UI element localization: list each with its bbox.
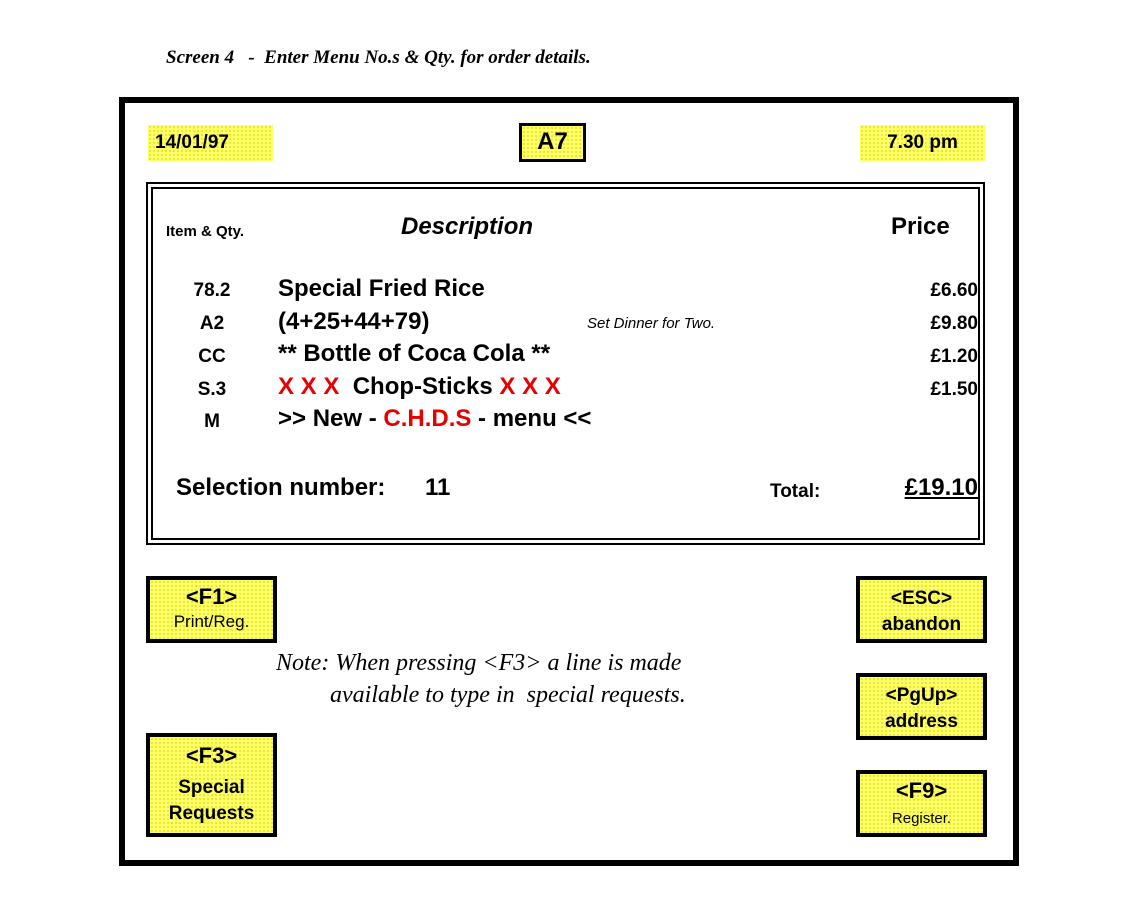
note-line: Note: When pressing <F3> a line is made bbox=[276, 650, 682, 676]
esc-abandon-button[interactable] bbox=[856, 576, 987, 643]
column-header-price: Price bbox=[891, 213, 950, 240]
key-label: <F3> bbox=[185, 743, 238, 768]
f3-help-note bbox=[276, 647, 686, 711]
button-label: Print/Reg. bbox=[173, 612, 250, 631]
order-row-note: Set Dinner for Two. bbox=[587, 315, 716, 332]
order-row-price: £1.20 bbox=[930, 346, 978, 367]
button-label: Special bbox=[178, 777, 245, 798]
button-label: address bbox=[885, 711, 958, 732]
order-row-code: S.3 bbox=[197, 379, 227, 400]
column-header-item-qty: Item & Qty. bbox=[166, 223, 245, 240]
f9-register-button[interactable] bbox=[856, 770, 987, 837]
order-row-code: M bbox=[204, 411, 220, 432]
button-label: abandon bbox=[881, 614, 962, 635]
time-display: 7.30 pm bbox=[860, 125, 985, 161]
button-label: Register. bbox=[891, 810, 952, 827]
pgup-address-button[interactable] bbox=[856, 673, 987, 740]
order-row-description: ** Bottle of Coca Cola ** bbox=[278, 340, 551, 367]
key-label: <F1> bbox=[185, 584, 238, 609]
total-label: Total: bbox=[770, 481, 821, 502]
order-row-price: £6.60 bbox=[930, 280, 978, 301]
order-row-code: CC bbox=[198, 346, 226, 367]
screen-title: Screen 4 - Enter Menu No.s & Qty. for order details. bbox=[166, 47, 591, 68]
order-row-description bbox=[278, 373, 561, 401]
total-value: £19.10 bbox=[904, 474, 978, 501]
button-label: Requests bbox=[168, 803, 255, 824]
brand-name: C.H.D.S bbox=[383, 405, 472, 432]
order-row-code: A2 bbox=[199, 313, 225, 334]
description-text: - menu << bbox=[471, 405, 592, 432]
date-display: 14/01/97 bbox=[148, 125, 273, 161]
order-row-description: (4+25+44+79) bbox=[278, 308, 430, 335]
description-text: Chop-Sticks bbox=[346, 373, 500, 400]
order-row-description: Special Fried Rice bbox=[278, 275, 485, 302]
order-row-code: 78.2 bbox=[193, 280, 231, 301]
selection-number-value: 11 bbox=[425, 474, 451, 501]
description-text: >> New - bbox=[278, 405, 384, 432]
key-label: <F9> bbox=[895, 778, 948, 803]
order-row-description bbox=[278, 405, 591, 433]
note-line: available to type in special requests. bbox=[330, 682, 686, 708]
order-row-price: £1.50 bbox=[930, 379, 978, 400]
marker-xxx: X X X bbox=[278, 373, 347, 400]
table-number-display: A7 bbox=[519, 123, 586, 162]
selection-number-label: Selection number: bbox=[176, 474, 386, 501]
key-label: <PgUp> bbox=[885, 685, 958, 706]
f1-print-register-button[interactable] bbox=[146, 576, 277, 643]
f3-special-requests-button[interactable] bbox=[146, 733, 277, 837]
marker-xxx: X X X bbox=[499, 373, 561, 400]
column-header-description: Description bbox=[401, 213, 534, 240]
key-label: <ESC> bbox=[890, 588, 953, 609]
order-row-price: £9.80 bbox=[930, 313, 978, 334]
